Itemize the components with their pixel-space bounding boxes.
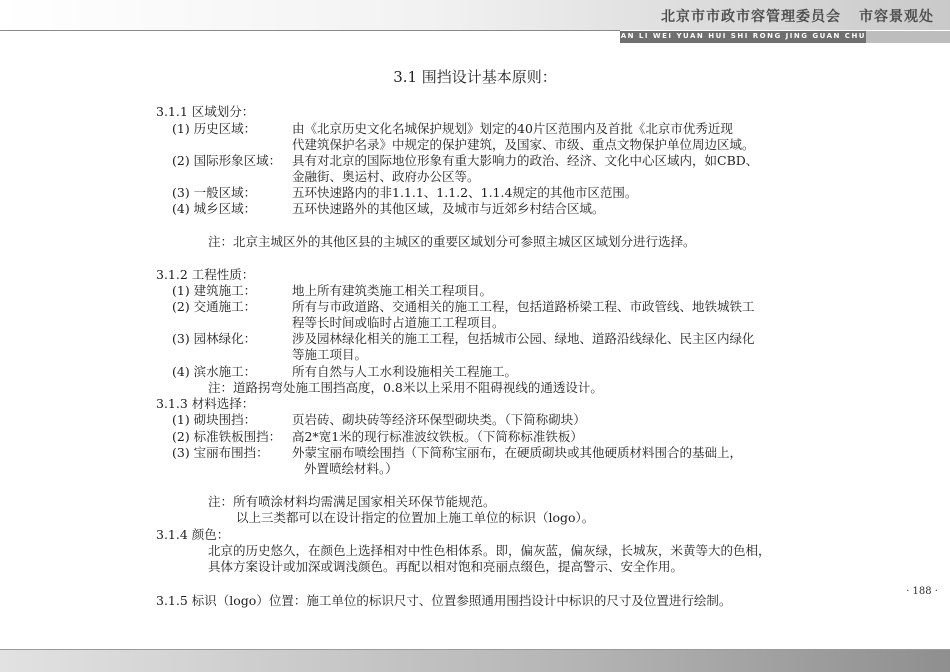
section-314-text: 具体方案设计或加深或调浅颜色。再配以相对饱和亮丽点缀色，提高警示、安全作用。 [208,559,684,574]
item-text: 程等长时间或临时占道施工工程项目。 [292,315,505,330]
footer-bar [0,650,950,672]
item-text: 代建筑保护名录》中规定的保护建筑，及国家、市级、重点文物保护单位周边区域。 [292,137,755,152]
item-text: 金融街、奥运村、政府办公区等。 [292,169,480,184]
section-311-note: 注：北京主城区外的其他区县的主城区的重要区域划分可参照主城区区域划分进行选择。 [208,234,696,249]
section-312-note: 注：道路拐弯处施工围挡高度，0.8米以上采用不阻碍视线的通透设计。 [208,380,603,395]
pinyin-text: BEI JING SHI SHI ZHENG SHI RONG GUAN LI WEI YUAN HUI SHI RONG JING GUAN CHU [421,32,866,40]
item-text: 等施工项目。 [292,347,368,362]
pinyin-bar-end [866,31,950,43]
item-label: (3) 一般区域： [172,185,257,200]
item-text: 涉及园林绿化相关的施工工程，包括城市公园、绿地、道路沿线绿化、民主区内绿化 [292,331,755,346]
item-label: (1) 砌块围挡： [172,412,257,427]
section-314-text: 北京的历史悠久，在颜色上选择相对中性色相体系。即，偏灰蓝，偏灰绿，长城灰，米黄等大的色相， [208,543,771,558]
item-text: 页岩砖、砌块砖等经济环保型砌块类。（下简称砌块） [292,412,586,427]
item-label: (2) 国际形象区域： [172,153,282,168]
item-label: (1) 建筑施工： [172,283,257,298]
item-text: 所有与市政道路、交通相关的施工工程，包括道路桥梁工程、市政管线、地铁城铁工 [292,299,755,314]
page-number: · 188 · [906,586,938,597]
item-text: 外置喷绘材料。） [304,461,398,476]
item-label: (4) 滨水施工： [172,364,257,379]
section-311-heading: 3.1.1 区域划分： [156,104,255,119]
item-text: 具有对北京的国际地位形象有重大影响力的政治、经济、文化中心区域内，如CBD、 [292,153,759,168]
page-title: 3.1 围挡设计基本原则： [393,68,557,86]
item-label: (4) 城乡区域： [172,201,257,216]
header-title [661,6,934,26]
section-313-heading: 3.1.3 材料选择： [156,396,255,411]
section-312-heading: 3.1.2 工程性质： [156,267,255,282]
item-text: 五环快速路外的其他区域，及城市与近郊乡村结合区域。 [292,201,605,216]
header-rule [0,30,620,31]
item-label: (2) 交通施工： [172,299,257,314]
section-314-heading: 3.1.4 颜色： [156,527,230,542]
dept-name: 市容景观处 [859,9,934,25]
section-313-note-2: 以上三类都可以在设计指定的位置加上施工单位的标识（logo）。 [236,510,595,525]
org-name: 北京市市政市容管理委员会 [661,9,841,25]
section-313-note-1: 注：所有喷涂材料均需满足国家相关环保节能规范。 [208,494,496,509]
item-text: 外蒙宝丽布喷绘围挡（下简称宝丽布，在硬质砌块或其他硬质材料围合的基础上， [292,445,743,460]
item-text: 高2*宽1米的现行标准波纹铁板。（下简称标准铁板） [292,429,583,444]
item-label: (3) 园林绿化： [172,331,257,346]
item-label: (3) 宝丽布围挡： [172,445,269,460]
item-text: 由《北京历史文化名城保护规划》划定的40片区范围内及首批《北京市优秀近现 [292,121,733,136]
item-text: 五环快速路内的非1.1.1、1.1.2、1.1.4规定的其他市区范围。 [292,185,638,200]
item-text: 地上所有建筑类施工相关工程项目。 [292,283,493,298]
item-label: (2) 标准铁板围挡： [172,429,282,444]
section-315-text: 3.1.5 标识（logo）位置：施工单位的标识尺寸、位置参照通用围挡设计中标识的尺寸及位置进行绘制。 [156,593,732,608]
item-text: 所有自然与人工水利设施相关工程施工。 [292,364,518,379]
item-label: (1) 历史区域： [172,121,257,136]
